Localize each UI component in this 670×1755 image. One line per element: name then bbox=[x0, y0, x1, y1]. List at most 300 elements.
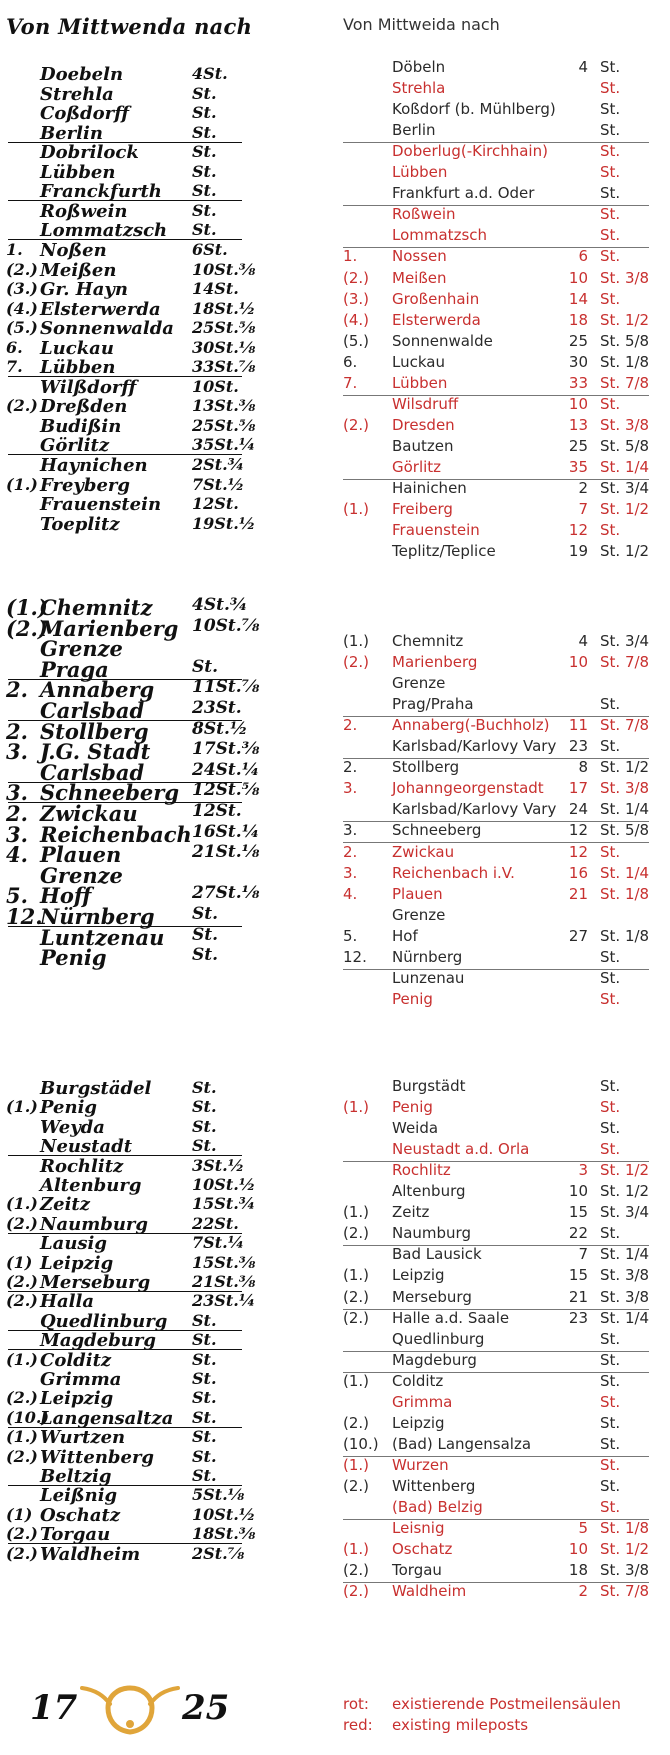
fraktur-place: Annaberg bbox=[40, 677, 155, 703]
legend-key: red: bbox=[343, 1716, 373, 1734]
fraktur-marker: 2. bbox=[6, 801, 28, 826]
fraktur-place: Franckfurth bbox=[40, 181, 162, 203]
fraktur-row bbox=[0, 1544, 248, 1564]
row-unit: St. 1/2 bbox=[600, 1161, 650, 1180]
fraktur-distance: St. bbox=[192, 924, 219, 945]
fraktur-row bbox=[0, 84, 248, 104]
row-distance: 12 bbox=[568, 521, 588, 540]
fraktur-marker: 7. bbox=[6, 357, 23, 377]
row-unit: St. bbox=[600, 163, 621, 182]
row-unit: St. 3/4 bbox=[600, 1203, 650, 1222]
fraktur-distance: 10St.⅜ bbox=[192, 259, 256, 279]
fraktur-row bbox=[0, 162, 248, 182]
row-unit: St. bbox=[600, 947, 621, 966]
row-distance: 24 bbox=[568, 800, 588, 819]
fraktur-row bbox=[0, 1388, 248, 1408]
fraktur-row bbox=[0, 945, 248, 971]
row-place: Reichenbach i.V. bbox=[392, 863, 515, 882]
row-place: Meißen bbox=[392, 268, 447, 287]
row-distance: 2 bbox=[578, 1582, 588, 1601]
modern-row bbox=[343, 758, 649, 779]
fraktur-distance: 18St.⅜ bbox=[192, 1524, 256, 1544]
row-unit: St. 3/4 bbox=[600, 632, 650, 650]
row-marker: (4.) bbox=[343, 310, 370, 329]
fraktur-marker: (1) bbox=[6, 1504, 33, 1524]
row-unit: St. bbox=[600, 1434, 621, 1453]
row-marker: (1.) bbox=[343, 1540, 370, 1559]
modern-row bbox=[343, 290, 649, 311]
row-distance: 30 bbox=[568, 352, 588, 371]
modern-row bbox=[343, 374, 649, 396]
row-place: Lübben bbox=[392, 163, 448, 182]
row-distance: 8 bbox=[578, 758, 588, 777]
modern-row bbox=[343, 1245, 649, 1266]
fraktur-row bbox=[0, 883, 260, 909]
row-unit: St. 1/8 bbox=[600, 884, 650, 903]
modern-row bbox=[343, 1561, 649, 1583]
row-distance: 12 bbox=[568, 821, 588, 840]
fraktur-marker: (2.) bbox=[6, 1543, 38, 1563]
fraktur-place: Wilßdorff bbox=[40, 376, 137, 398]
row-place: Strehla bbox=[392, 79, 446, 98]
row-place: Grimma bbox=[392, 1392, 453, 1411]
modern-row bbox=[343, 1203, 649, 1224]
row-place: Penig bbox=[392, 989, 433, 1008]
row-place: Zeitz bbox=[392, 1203, 430, 1222]
fraktur-row bbox=[0, 1311, 248, 1331]
row-distance: 22 bbox=[568, 1224, 588, 1243]
fraktur-distance: 22St. bbox=[192, 1213, 239, 1233]
fraktur-place: Penig bbox=[40, 1097, 98, 1119]
row-marker: (2.) bbox=[343, 1308, 370, 1327]
fraktur-row bbox=[0, 1350, 248, 1370]
fraktur-row bbox=[0, 904, 248, 927]
fraktur-distance: St. bbox=[192, 1330, 217, 1350]
fraktur-place: Waldheim bbox=[40, 1543, 141, 1565]
modern-row bbox=[343, 990, 649, 1011]
row-distance: 16 bbox=[568, 863, 588, 882]
fraktur-place: Sonnenwalda bbox=[40, 318, 174, 340]
row-unit: St. 1/2 bbox=[600, 1182, 650, 1201]
fraktur-distance: 19St.½ bbox=[192, 513, 256, 533]
row-distance: 12 bbox=[568, 842, 588, 861]
fraktur-place: Beltzig bbox=[40, 1466, 112, 1487]
row-unit: St. 1/2 bbox=[600, 500, 650, 519]
fraktur-marker: 1. bbox=[6, 239, 23, 259]
legend-key: rot: bbox=[343, 1695, 369, 1713]
row-unit: St. 5/8 bbox=[600, 821, 650, 840]
fraktur-row bbox=[0, 1194, 256, 1216]
row-distance: 10 bbox=[568, 394, 588, 413]
row-place: Luckau bbox=[392, 352, 445, 371]
fraktur-row bbox=[0, 801, 248, 824]
fraktur-row bbox=[0, 181, 248, 201]
fraktur-row bbox=[0, 1427, 248, 1447]
row-unit: St. bbox=[600, 842, 621, 861]
row-place: Penig bbox=[392, 1098, 433, 1117]
row-place: Merseburg bbox=[392, 1287, 472, 1306]
fraktur-place: Grimma bbox=[40, 1369, 122, 1390]
fraktur-distance: St. bbox=[192, 1369, 217, 1388]
modern-row bbox=[343, 1540, 649, 1561]
fraktur-distance: 3St.½ bbox=[192, 1155, 245, 1175]
row-marker: (2.) bbox=[343, 1224, 370, 1243]
row-marker: (2.) bbox=[343, 1413, 370, 1432]
year-left: 17 bbox=[30, 1688, 78, 1728]
posthorn-icon bbox=[78, 1680, 182, 1736]
row-distance: 14 bbox=[568, 289, 588, 308]
fraktur-distance: 12St. bbox=[192, 494, 239, 514]
row-place: Lommatzsch bbox=[392, 226, 488, 245]
fraktur-distance: 2St.¾ bbox=[192, 455, 245, 474]
modern-row bbox=[343, 864, 649, 885]
row-marker: (2.) bbox=[343, 1561, 370, 1580]
row-unit: St. 7/8 bbox=[600, 716, 650, 735]
modern-row bbox=[343, 716, 649, 737]
row-marker: 3. bbox=[343, 779, 358, 798]
fraktur-place: Görlitz bbox=[40, 435, 110, 457]
fraktur-place: Dobrilock bbox=[40, 142, 139, 164]
fraktur-distance: St. bbox=[192, 83, 217, 103]
modern-row bbox=[343, 437, 649, 458]
fraktur-distance: St. bbox=[192, 1310, 217, 1330]
row-place: Dresden bbox=[392, 415, 455, 434]
modern-row bbox=[343, 1224, 649, 1246]
fraktur-row bbox=[0, 1466, 248, 1486]
modern-row bbox=[343, 1288, 649, 1310]
row-unit: St. 1/8 bbox=[600, 1519, 650, 1538]
fraktur-distance: 13St.⅜ bbox=[192, 396, 256, 416]
modern-row bbox=[343, 1182, 649, 1203]
row-place: Colditz bbox=[392, 1371, 444, 1390]
row-distance: 27 bbox=[568, 926, 588, 945]
fraktur-distance: 15St.¾ bbox=[192, 1194, 256, 1214]
fraktur-place: Wittenberg bbox=[40, 1446, 155, 1468]
modern-row bbox=[343, 695, 649, 717]
row-unit: St. bbox=[600, 737, 621, 756]
row-unit: St. 1/8 bbox=[600, 352, 650, 371]
row-place: Karlsbad/Karlovy Vary bbox=[392, 737, 557, 756]
row-distance: 15 bbox=[568, 1203, 588, 1222]
row-unit: St. bbox=[600, 79, 621, 98]
row-unit: St. bbox=[600, 205, 621, 224]
fraktur-title: Von Mittwenda nach bbox=[6, 14, 253, 39]
fraktur-distance: 27St.⅛ bbox=[192, 883, 260, 904]
row-place: Rochlitz bbox=[392, 1161, 451, 1180]
modern-row bbox=[343, 1098, 649, 1119]
fraktur-distance: 18St.½ bbox=[192, 298, 256, 318]
modern-row bbox=[343, 521, 649, 542]
row-distance: 3 bbox=[578, 1161, 588, 1180]
modern-row bbox=[343, 100, 649, 121]
fraktur-distance: St. bbox=[192, 103, 217, 123]
row-distance: 33 bbox=[568, 373, 588, 392]
fraktur-row bbox=[0, 64, 248, 84]
fraktur-row bbox=[0, 739, 260, 765]
fraktur-place: Altenburg bbox=[40, 1175, 142, 1196]
row-place: Koßdorf (b. Mühlberg) bbox=[392, 100, 556, 119]
row-place: Plauen bbox=[392, 884, 443, 903]
row-place: Bautzen bbox=[392, 436, 454, 455]
row-distance: 35 bbox=[568, 457, 588, 476]
fraktur-marker: 2. bbox=[6, 718, 28, 744]
fraktur-place: Burgstädel bbox=[40, 1078, 152, 1099]
modern-row bbox=[343, 332, 649, 353]
fraktur-place: Roßwein bbox=[40, 200, 128, 222]
row-unit: St. 1/8 bbox=[600, 926, 650, 945]
row-place: Quedlinburg bbox=[392, 1329, 485, 1348]
modern-row bbox=[343, 269, 649, 290]
row-place: Bad Lausick bbox=[392, 1245, 482, 1264]
fraktur-marker: (1.) bbox=[6, 1194, 38, 1214]
row-distance: 11 bbox=[568, 716, 588, 735]
fraktur-marker: (3.) bbox=[6, 279, 38, 299]
row-place: Magdeburg bbox=[392, 1350, 477, 1369]
row-unit: St. 5/8 bbox=[600, 331, 650, 350]
row-distance: 18 bbox=[568, 1561, 588, 1580]
fraktur-marker: 5. bbox=[6, 883, 28, 909]
modern-row bbox=[343, 311, 649, 332]
modern-row bbox=[343, 1140, 649, 1162]
fraktur-distance: 11St.⅞ bbox=[192, 677, 260, 698]
row-place: Leipzig bbox=[392, 1266, 445, 1285]
row-marker: (1.) bbox=[343, 1371, 370, 1390]
fraktur-place: Luntzenau bbox=[40, 924, 165, 950]
row-unit: St. 3/8 bbox=[600, 1287, 650, 1306]
fraktur-distance: 15St.⅜ bbox=[192, 1252, 256, 1272]
fraktur-row bbox=[0, 415, 256, 437]
fraktur-place: Frauenstein bbox=[40, 494, 162, 516]
row-place: Marienberg bbox=[392, 653, 478, 672]
modern-row bbox=[343, 1119, 649, 1140]
fraktur-place: Torgau bbox=[40, 1524, 111, 1546]
fraktur-distance: 6St. bbox=[192, 239, 228, 259]
fraktur-marker: (1.) bbox=[6, 1427, 38, 1447]
row-place: Waldheim bbox=[392, 1582, 467, 1601]
fraktur-place: Leipzig bbox=[40, 1252, 114, 1274]
fraktur-row bbox=[0, 475, 248, 495]
fraktur-row bbox=[0, 780, 260, 806]
row-place: Torgau bbox=[392, 1561, 442, 1580]
fraktur-place: Neustadt bbox=[40, 1136, 133, 1158]
fraktur-distance: 10St.⅞ bbox=[192, 615, 260, 636]
fraktur-marker: 6. bbox=[6, 337, 23, 357]
fraktur-distance: 2St.⅞ bbox=[192, 1543, 245, 1563]
row-distance: 23 bbox=[568, 737, 588, 756]
fraktur-place: Praga bbox=[40, 656, 109, 682]
row-distance: 6 bbox=[578, 247, 588, 266]
row-marker: 6. bbox=[343, 352, 358, 371]
row-place: Berlin bbox=[392, 121, 436, 140]
row-distance: 17 bbox=[568, 779, 588, 798]
modern-row bbox=[343, 948, 649, 970]
row-place: (Bad) Belzig bbox=[392, 1498, 483, 1516]
row-distance: 13 bbox=[568, 415, 588, 434]
fraktur-row bbox=[0, 494, 248, 514]
fraktur-distance: 17St.⅜ bbox=[192, 739, 260, 760]
row-distance: 15 bbox=[568, 1266, 588, 1285]
fraktur-place: Grenze bbox=[40, 862, 123, 888]
fraktur-marker: (2.) bbox=[6, 1388, 38, 1408]
fraktur-row bbox=[0, 1447, 248, 1467]
fraktur-place: Gr. Hayn bbox=[40, 279, 128, 301]
row-marker: (5.) bbox=[343, 331, 370, 350]
fraktur-place: Lübben bbox=[40, 161, 116, 183]
row-unit: St. bbox=[600, 394, 621, 413]
row-marker: 4. bbox=[343, 884, 358, 903]
modern-row bbox=[343, 121, 649, 143]
fraktur-distance: St. bbox=[192, 945, 219, 966]
row-unit: St. bbox=[600, 521, 621, 540]
row-unit: St. 1/2 bbox=[600, 758, 650, 777]
fraktur-marker: (2.) bbox=[6, 615, 48, 641]
fraktur-marker: (1.) bbox=[6, 1349, 38, 1369]
fraktur-place: Carlsbad bbox=[40, 698, 145, 723]
fraktur-place: Colditz bbox=[40, 1349, 112, 1371]
modern-row bbox=[343, 184, 649, 206]
row-place: Weida bbox=[392, 1119, 439, 1138]
fraktur-place: Noßen bbox=[40, 239, 107, 261]
fraktur-place: Stollberg bbox=[40, 718, 149, 744]
row-place: Großenhain bbox=[392, 289, 480, 308]
fraktur-distance: 4St. bbox=[192, 64, 228, 83]
row-unit: St. bbox=[600, 1329, 621, 1348]
modern-row bbox=[343, 1393, 649, 1414]
modern-row bbox=[343, 458, 649, 480]
fraktur-row bbox=[0, 337, 256, 359]
row-distance: 4 bbox=[578, 632, 588, 650]
row-unit: St. bbox=[600, 1455, 621, 1474]
fraktur-place: Marienberg bbox=[40, 615, 179, 641]
fraktur-row bbox=[0, 240, 248, 260]
row-unit: St. bbox=[600, 1077, 621, 1095]
fraktur-marker: (2.) bbox=[6, 1446, 38, 1466]
fraktur-row bbox=[0, 123, 248, 143]
fraktur-distance: 25St.⅝ bbox=[192, 318, 256, 338]
fraktur-place: Lübben bbox=[40, 357, 116, 379]
fraktur-row bbox=[0, 1117, 248, 1137]
fraktur-distance: St. bbox=[192, 1446, 217, 1466]
fraktur-row bbox=[0, 1252, 256, 1274]
modern-row bbox=[343, 58, 649, 79]
fraktur-row bbox=[0, 142, 248, 162]
row-marker: 2. bbox=[343, 758, 358, 777]
modern-row bbox=[343, 205, 649, 226]
fraktur-distance: 23St. bbox=[192, 698, 242, 718]
modern-row bbox=[343, 353, 649, 374]
fraktur-row bbox=[0, 318, 256, 340]
fraktur-marker: (2.) bbox=[6, 259, 38, 279]
modern-row bbox=[343, 1435, 649, 1457]
fraktur-marker: 3. bbox=[6, 821, 28, 847]
row-place: Wilsdruff bbox=[392, 394, 459, 413]
row-marker: (2.) bbox=[343, 415, 370, 434]
fraktur-place: Weyda bbox=[40, 1116, 105, 1138]
modern-row bbox=[343, 885, 649, 906]
row-marker: (10.) bbox=[343, 1434, 379, 1453]
fraktur-distance: 7St.¼ bbox=[192, 1233, 245, 1253]
modern-row bbox=[343, 79, 649, 100]
row-place: Burgstädt bbox=[392, 1077, 466, 1095]
fraktur-row bbox=[0, 201, 248, 221]
fraktur-place: Coßdorff bbox=[40, 103, 129, 125]
row-distance: 10 bbox=[568, 1182, 588, 1201]
fraktur-row bbox=[0, 1136, 248, 1156]
row-unit: St. bbox=[600, 142, 621, 161]
row-distance: 10 bbox=[568, 1540, 588, 1559]
fraktur-marker: (1.) bbox=[6, 474, 38, 494]
fraktur-marker: 12. bbox=[6, 904, 43, 929]
modern-row bbox=[343, 479, 649, 500]
fraktur-place: Haynichen bbox=[40, 455, 148, 476]
fraktur-distance: St. bbox=[192, 122, 217, 142]
fraktur-row bbox=[0, 455, 248, 475]
fraktur-marker: (1.) bbox=[6, 1097, 38, 1117]
fraktur-row bbox=[0, 821, 260, 847]
fraktur-marker: (5.) bbox=[6, 318, 38, 338]
fraktur-row bbox=[0, 1272, 256, 1293]
fraktur-row bbox=[0, 220, 248, 240]
row-unit: St. bbox=[600, 58, 621, 76]
modern-row bbox=[343, 1519, 649, 1540]
fraktur-place: J.G. Stadt bbox=[40, 739, 151, 765]
row-marker: (2.) bbox=[343, 1582, 370, 1601]
row-distance: 7 bbox=[578, 1245, 588, 1264]
row-place: Freiberg bbox=[392, 500, 453, 519]
row-marker: 7. bbox=[343, 373, 358, 392]
row-unit: St. 5/8 bbox=[600, 436, 650, 455]
row-marker: (3.) bbox=[343, 289, 370, 308]
row-unit: St. bbox=[600, 100, 621, 119]
fraktur-distance: St. bbox=[192, 1116, 217, 1136]
row-unit: St. bbox=[600, 968, 621, 987]
fraktur-place: Grenze bbox=[40, 636, 123, 662]
row-place: Hainichen bbox=[392, 479, 467, 497]
fraktur-marker: 2. bbox=[6, 677, 28, 703]
fraktur-row bbox=[0, 1175, 256, 1196]
fraktur-row bbox=[0, 1233, 248, 1253]
fraktur-place: Strehla bbox=[40, 83, 114, 105]
row-marker: 5. bbox=[343, 926, 358, 945]
fraktur-distance: St. bbox=[192, 200, 217, 220]
fraktur-distance: 8St.½ bbox=[192, 718, 248, 739]
row-unit: St. 3/8 bbox=[600, 415, 650, 434]
row-unit: St. bbox=[600, 1224, 621, 1243]
row-place: Neustadt a.d. Orla bbox=[392, 1140, 530, 1159]
row-unit: St. 7/8 bbox=[600, 653, 650, 672]
row-unit: St. 7/8 bbox=[600, 373, 650, 392]
modern-row bbox=[343, 927, 649, 948]
modern-row bbox=[343, 1456, 649, 1477]
fraktur-distance: 24St.¼ bbox=[192, 759, 260, 780]
row-unit: St. bbox=[600, 289, 621, 308]
fraktur-distance: 21St.⅛ bbox=[192, 842, 260, 863]
row-unit: St. bbox=[600, 695, 621, 714]
row-place: Lunzenau bbox=[392, 968, 465, 987]
row-place: Döbeln bbox=[392, 58, 446, 76]
row-distance: 25 bbox=[568, 331, 588, 350]
fraktur-marker: (2.) bbox=[6, 1272, 38, 1291]
fraktur-place: Plauen bbox=[40, 842, 122, 868]
row-distance: 10 bbox=[568, 653, 588, 672]
fraktur-row bbox=[0, 595, 248, 618]
fraktur-row bbox=[0, 103, 248, 123]
modern-row bbox=[343, 632, 649, 653]
fraktur-place: Dreßden bbox=[40, 396, 128, 418]
row-marker: (1.) bbox=[343, 1455, 370, 1474]
fraktur-row bbox=[0, 1078, 248, 1098]
fraktur-place: Langensaltza bbox=[40, 1407, 174, 1429]
